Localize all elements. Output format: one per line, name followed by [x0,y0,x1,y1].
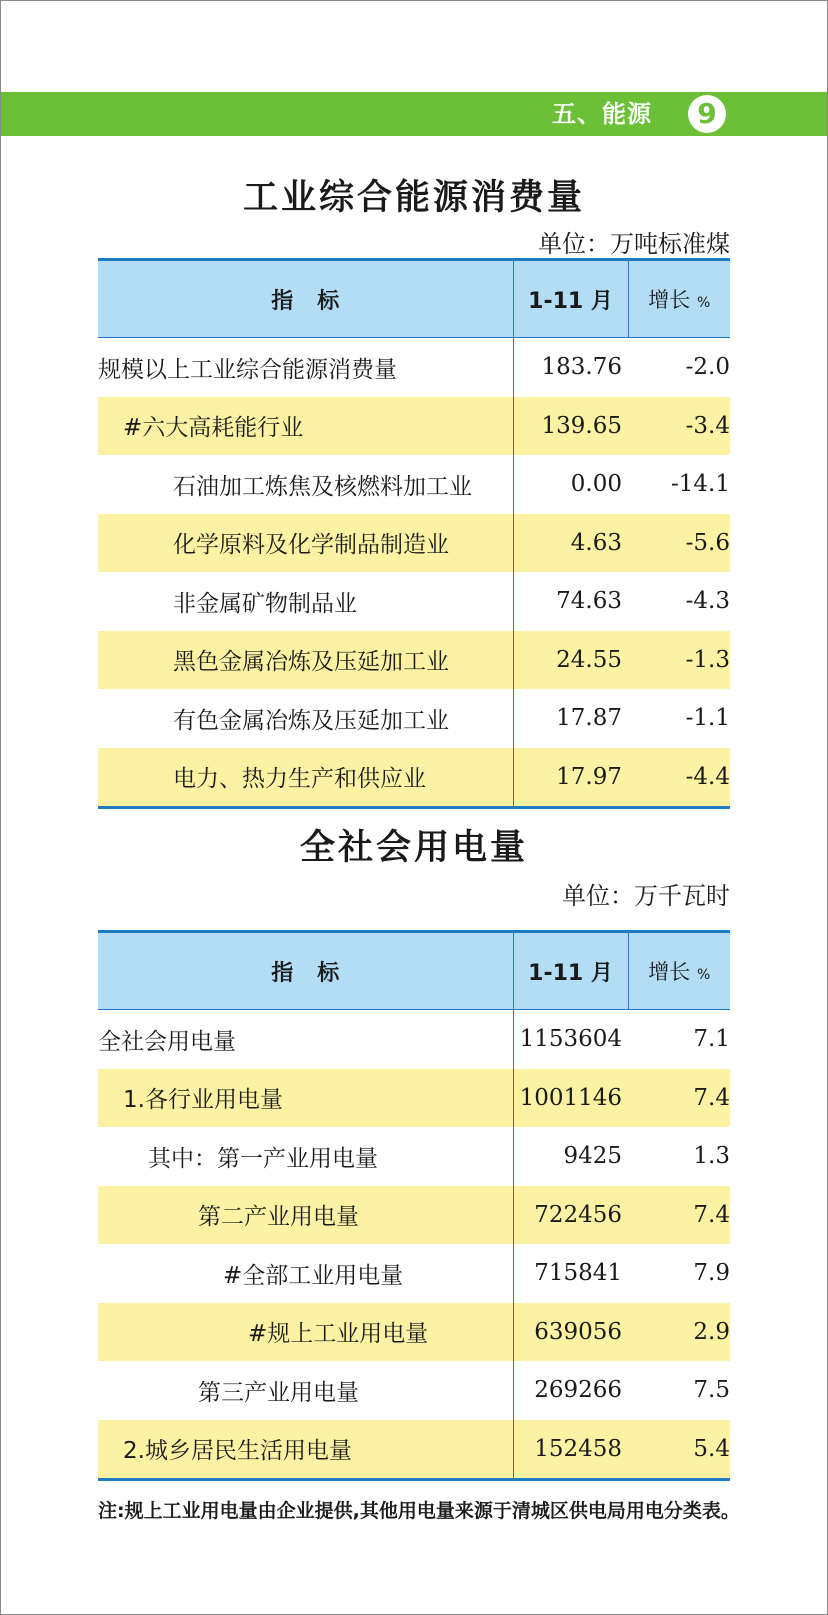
row-name: #六大高耗能行业 [98,397,513,456]
row-name: 有色金属冶炼及压延加工业 [173,707,449,734]
row-name: #规上工业用电量 [98,1303,513,1362]
row-value: 183.76 [513,338,628,397]
row-value: 74.63 [513,572,628,631]
table-row [98,1420,730,1480]
power-table [98,930,730,1481]
row-growth: -14.1 [671,471,730,498]
power-table-title: 全社会用电量 [299,828,528,868]
row-growth: -4.3 [685,588,730,615]
table-row [98,1244,730,1303]
row-growth: -1.1 [685,705,730,732]
section-title: 五、能源 [552,100,652,128]
page-number-badge: 9 [688,95,726,133]
row-growth: 7.4 [628,1069,730,1128]
table-row [98,748,730,808]
row-growth: -3.4 [628,397,730,456]
row-value: 4.63 [513,514,628,573]
row-growth: -1.3 [628,631,730,690]
table-row [98,397,730,456]
row-value: 639056 [513,1303,628,1362]
growth-label: 增长 [648,960,691,984]
row-name: 1.各行业用电量 [98,1069,513,1128]
table-row [98,1127,730,1186]
table-row [98,689,730,748]
row-value: 17.87 [513,689,628,748]
column-header-month: 1-11 月 [513,932,628,1010]
row-value: 9425 [513,1127,628,1186]
energy-table-unit: 单位：万吨标准煤 [538,230,730,258]
row-value: 17.97 [513,748,628,808]
column-header-growth [628,932,730,1010]
row-name: 电力、热力生产和供应业 [98,748,513,808]
table-row [98,1303,730,1362]
table-header-row [98,260,730,338]
row-name: #全部工业用电量 [223,1262,404,1289]
row-growth: -4.4 [628,748,730,808]
row-name: 第三产业用电量 [198,1379,359,1406]
row-value: 152458 [513,1420,628,1480]
table-row [98,1186,730,1245]
growth-unit: % [696,295,711,311]
table-row [98,338,730,397]
table-row [98,1069,730,1128]
row-growth: 2.9 [628,1303,730,1362]
row-value: 269266 [513,1361,628,1420]
table-header-row [98,932,730,1010]
footnote: 注:规上工业用电量由企业提供,其他用电量来源于清城区供电局用电分类表。 [98,1500,740,1522]
column-header-indicator: 指标 [98,260,513,338]
row-value: 722456 [513,1186,628,1245]
row-growth: 5.4 [628,1420,730,1480]
row-name: 全社会用电量 [98,1028,236,1055]
row-name: 非金属矿物制品业 [173,590,357,617]
row-growth: -5.6 [628,514,730,573]
column-header-month: 1-11 月 [513,260,628,338]
energy-table-title: 工业综合能源消费量 [242,178,585,218]
table-row [98,631,730,690]
table-row [98,455,730,514]
row-growth: 7.9 [693,1260,730,1287]
row-value: 715841 [513,1244,628,1303]
row-value: 1153604 [513,1010,628,1069]
energy-table [98,258,730,809]
row-name: 2.城乡居民生活用电量 [98,1420,513,1480]
growth-label: 增长 [648,288,691,312]
table-row [98,514,730,573]
row-name: 其中：第一产业用电量 [148,1145,378,1172]
table-row [98,1010,730,1069]
table-row [98,1361,730,1420]
row-name: 石油加工炼焦及核燃料加工业 [173,473,472,500]
column-header-indicator: 指标 [98,932,513,1010]
row-name: 黑色金属冶炼及压延加工业 [98,631,513,690]
row-value: 1001146 [513,1069,628,1128]
row-name: 化学原料及化学制品制造业 [98,514,513,573]
row-growth: 7.1 [693,1026,730,1053]
table-row [98,572,730,631]
row-value: 0.00 [513,455,628,514]
growth-unit: % [696,967,711,983]
row-growth: 7.5 [693,1377,730,1404]
energy-table-body [98,338,730,808]
column-header-growth [628,260,730,338]
row-growth: 1.3 [693,1143,730,1170]
row-name: 第二产业用电量 [98,1186,513,1245]
row-value: 24.55 [513,631,628,690]
row-growth: 7.4 [628,1186,730,1245]
row-value: 139.65 [513,397,628,456]
row-name: 规模以上工业综合能源消费量 [98,356,397,383]
row-growth: -2.0 [685,354,730,381]
power-table-unit: 单位：万千瓦时 [562,882,730,910]
power-table-body [98,1010,730,1480]
